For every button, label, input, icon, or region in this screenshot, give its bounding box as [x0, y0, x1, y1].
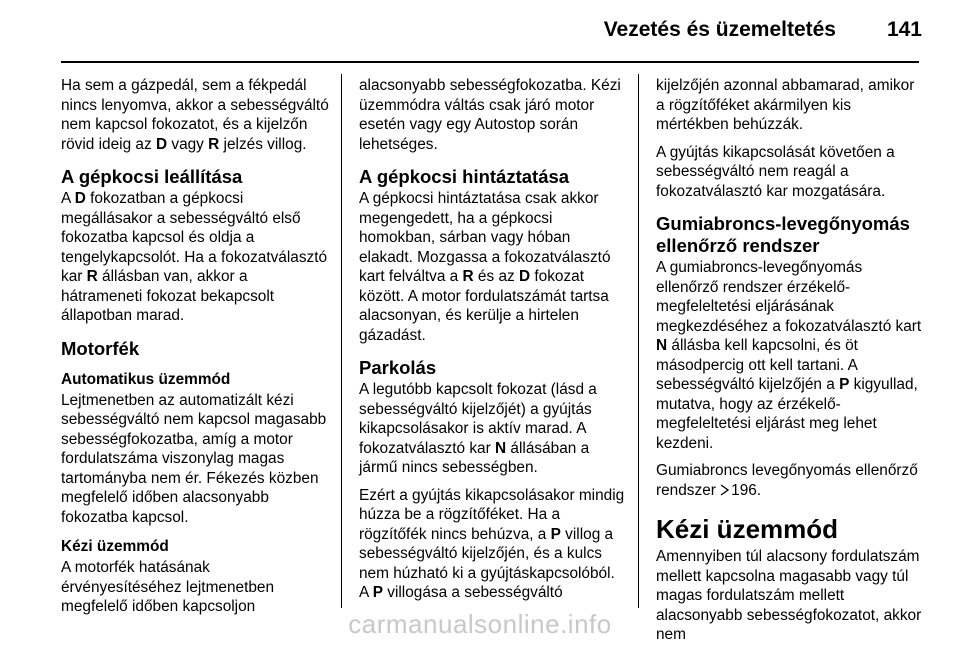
paragraph-shift-note [61, 76, 329, 154]
column-2 [359, 76, 627, 603]
paragraph-rocking [359, 189, 627, 345]
heading-engine-brake: Motorfék [61, 337, 140, 359]
running-title: Vezetés és üzemeltetés [603, 18, 836, 41]
page-number: 141 [886, 18, 922, 41]
subheading-automatic-mode: Automatikus üzemmód [61, 370, 231, 388]
text: és az [473, 268, 519, 285]
subheading-manual-mode: Kézi üzemmód [61, 538, 169, 555]
text: villogása a sebességváltó [382, 584, 563, 601]
gear-symbol: P [839, 376, 850, 393]
gear-symbol: P [372, 584, 383, 601]
paragraph-parking-continued: kijelzőjén azonnal abbamarad, amikor a rögzítőféket akármilyen kis mértékben behúzzák. [656, 77, 915, 133]
column-divider-2 [638, 74, 639, 608]
text: jelzés villog. [219, 135, 307, 153]
paragraph-manual-continued: alacsonyabb sebességfokozatba. Kézi üzemmódra váltás csak járó motor esetén vagy egy Autostop során lehetséges. [359, 77, 621, 153]
text: vagy [167, 135, 209, 153]
column-3 [656, 76, 924, 645]
text: Gumiabroncs levegőnyomás ellenőrző rendszer [656, 462, 918, 499]
paragraph-manual-mode: A motorfék hatásának érvényesítéséhez lejtmenetben megfelelő időben kapcsoljon [61, 559, 275, 615]
heading-manual-mode: Kézi üzemmód [656, 514, 839, 544]
text: A gumiabroncs-levegőnyomás ellenőrző rendszer érzékelő-megfeleltetési eljárásának megkezdéséhez a fokozatválasztó kart [656, 259, 922, 335]
paragraph-tpms-reference [656, 461, 924, 500]
paragraph-automatic-mode: Lejtmenetben az automatizált kézi sebességváltó nem kapcsol magasabb sebességfokozatba, amíg a motor fordulatszáma viszonylag magas tartományba nem ér. Fékezés közben megfelelő időben alacsonyabb fokozatba kapcsol. [61, 391, 327, 526]
heading-rocking: A gépkocsi hintáztatása [359, 166, 570, 187]
text: állásban van, akkor a hátrameneti fokozat bekapcsolt állapotban marad. [61, 268, 275, 324]
heading-tpms: Gumiabroncs-levegőnyomás ellenőrző rendszer [656, 213, 910, 256]
column-divider-1 [341, 74, 342, 608]
paragraph-ignition-off: A gyújtás kikapcsolását követően a sebességváltó nem reagál a fokozatválasztó kar mozgatására. [656, 143, 895, 200]
paragraph-tpms [656, 258, 924, 453]
heading-stopping: A gépkocsi leállítása [61, 166, 243, 187]
gear-symbol: R [208, 135, 220, 153]
column-1 [61, 76, 329, 617]
text: A gépkocsi hintáztatása csak akkor megengedett, ha a gépkocsi homokban, sárban vagy hóban elakadt. Mozgassa a fokozatválasztó kart felváltva a [359, 190, 611, 285]
paragraph-parking-1 [359, 380, 627, 478]
gear-symbol: D [518, 268, 531, 285]
page-reference-link[interactable]: 196 [731, 481, 757, 499]
watermark-text: carmanualsonline.info [348, 608, 612, 639]
gear-symbol: N [656, 337, 668, 354]
gear-symbol: D [74, 190, 86, 207]
text: fokozat között. A motor fordulatszámát tartsa alacsonyan, és kerülje a hirtelen gázadást. [359, 268, 609, 344]
watermark [0, 606, 960, 642]
gear-symbol: N [495, 439, 507, 457]
paragraph-parking-2 [359, 486, 627, 603]
text: fokozatban a gépkocsi megállásakor a sebességváltó első fokozatba kapcsol és oldja a tengelykapcsolót. Ha a fokozatválasztó kar [61, 190, 328, 285]
text: A [61, 190, 75, 207]
text: állásában a jármű nincs sebességben. [359, 439, 590, 476]
text: villog a sebességváltó kijelzőjén, és a kulcs nem húzható ki a gyújtáskapcsolóból. A [359, 525, 615, 601]
text: A legutóbb kapcsolt fokozat (lásd a sebességváltó kijelzőjét) a gyújtás kikapcsolásakor is aktív marad. A fokozatválasztó kar [359, 381, 597, 457]
paragraph-manual-mode-intro: Amennyiben túl alacsony fordulatszám mellett kapcsolna magasabb vagy túl magas fordulatszám mellett alacsonyabb sebességfokozatot, akkor nem [656, 548, 922, 643]
gear-symbol: D [155, 135, 168, 153]
text: kigyullad, mutatva, hogy az érzékelő-megfeleltetési eljárást meg lehet kezdeni. [656, 376, 918, 452]
heading-parking: Parkolás [359, 357, 437, 378]
text: Ha sem a gázpedál, sem a fékpedál nincs lenyomva, akkor a sebességváltó nem kapcsol fokozatot, és a kijelzőn rövid ideig az [61, 77, 329, 153]
page-header [0, 0, 960, 40]
page-reference-arrow-icon [720, 484, 729, 496]
paragraph-stopping [61, 189, 329, 326]
text: Ezért a gyújtás kikapcsolásakor mindig húzza be a rögzítőféket. Ha a rögzítőfék nincs behúzva, a [359, 486, 625, 543]
text: állásba kell kapcsolni, és öt másodpercig ott kell tartani. A sebességváltó kijelzőjén a [656, 337, 858, 393]
gear-symbol: R [86, 268, 98, 285]
gear-symbol: R [462, 268, 474, 285]
gear-symbol: P [550, 525, 561, 543]
text: . [756, 481, 762, 499]
header-rule [61, 61, 919, 63]
